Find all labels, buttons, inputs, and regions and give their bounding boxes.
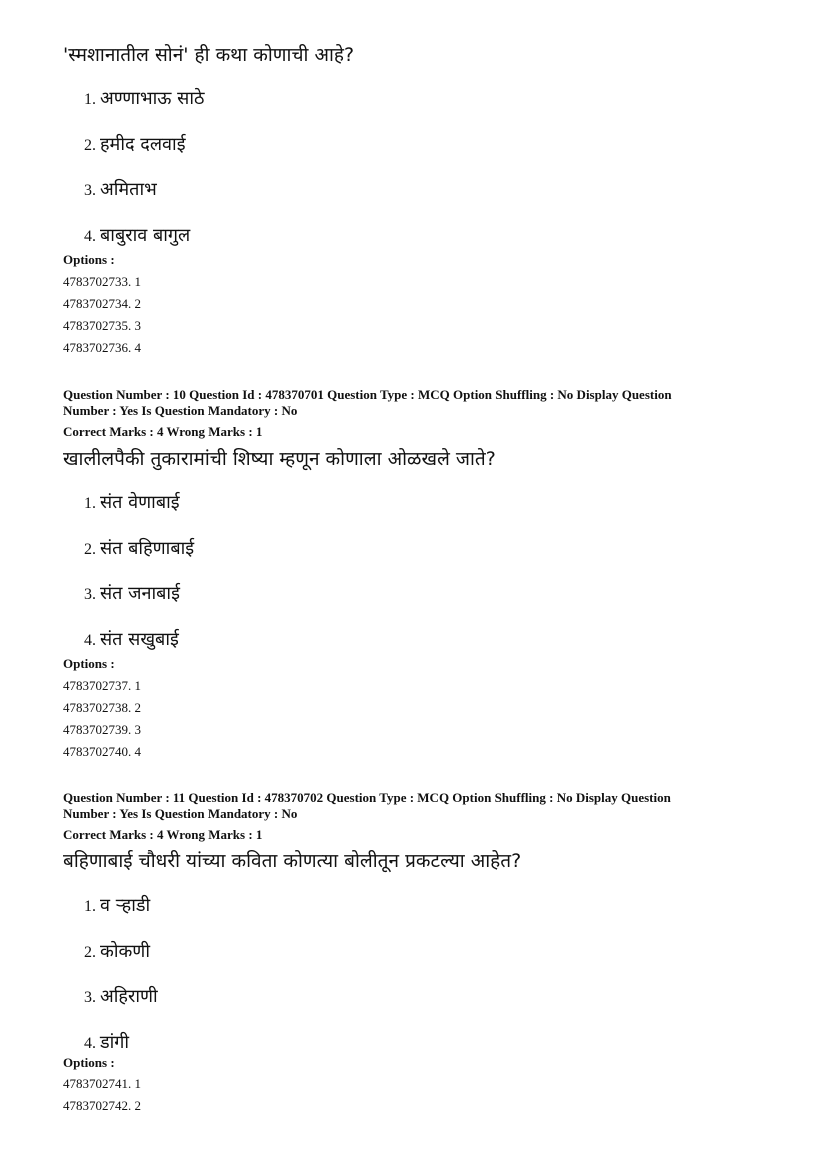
q9-option-id-1: 4783702733. 1 (63, 274, 141, 289)
option-text: संत वेणाबाई (100, 492, 180, 513)
option-text: अमिताभ (100, 179, 157, 200)
q11-option-2 (84, 940, 150, 965)
option-text: अण्णाभाऊ साठे (100, 88, 205, 109)
q11-option-3 (84, 985, 158, 1010)
q10-option-1 (84, 491, 180, 516)
q10-option-3 (84, 582, 180, 607)
q9-option-4 (84, 224, 190, 249)
option-number: 4. (84, 1035, 96, 1052)
q11-option-id-1: 4783702741. 1 (63, 1076, 141, 1091)
option-text: व ऱ्हाडी (100, 895, 151, 916)
q10-option-2 (84, 537, 194, 562)
q9-option-id-3: 4783702735. 3 (63, 318, 141, 333)
q9-option-id-4: 4783702736. 4 (63, 340, 141, 355)
q10-options-label: Options : (63, 656, 115, 671)
q9-option-id-2: 4783702734. 2 (63, 296, 141, 311)
option-text: बाबुराव बागुल (100, 225, 191, 246)
question-11-text: बहिणाबाई चौधरी यांच्या कविता कोणत्या बोलीतून प्रकटल्या आहेत? (63, 850, 522, 872)
option-text: हमीद दलवाई (100, 134, 186, 155)
option-number: 3. (84, 182, 96, 199)
option-number: 4. (84, 632, 96, 649)
q10-marks: Correct Marks : 4 Wrong Marks : 1 (63, 424, 263, 439)
q10-option-id-1: 4783702737. 1 (63, 678, 141, 693)
option-number: 1. (84, 898, 96, 915)
question-10-text: खालीलपैकी तुकारामांची शिष्या म्हणून कोणाला ओळखले जाते? (63, 448, 496, 470)
q9-option-1 (84, 87, 204, 112)
option-number: 2. (84, 944, 96, 961)
q9-option-2 (84, 133, 186, 158)
option-number: 1. (84, 495, 96, 512)
q10-meta-line-1: Question Number : 10 Question Id : 478370701 Question Type : MCQ Option Shuffling : No Display Question (63, 387, 672, 402)
option-text: डांगी (100, 1032, 130, 1053)
q11-option-1 (84, 894, 150, 919)
q10-meta-line-2: Number : Yes Is Question Mandatory : No (63, 403, 298, 418)
option-number: 1. (84, 91, 96, 108)
q10-option-4 (84, 628, 179, 653)
option-number: 3. (84, 989, 96, 1006)
q10-option-id-4: 4783702740. 4 (63, 744, 141, 759)
q11-option-4 (84, 1031, 129, 1056)
option-number: 2. (84, 541, 96, 558)
option-text: संत बहिणाबाई (100, 538, 195, 559)
option-number: 4. (84, 228, 96, 245)
q11-marks: Correct Marks : 4 Wrong Marks : 1 (63, 827, 263, 842)
option-text: संत जनाबाई (100, 583, 180, 604)
q11-meta-line-1: Question Number : 11 Question Id : 478370702 Question Type : MCQ Option Shuffling : No Display Question (63, 790, 671, 805)
option-text: कोकणी (100, 941, 150, 962)
q11-options-label: Options : (63, 1055, 115, 1070)
option-number: 2. (84, 137, 96, 154)
q10-option-id-3: 4783702739. 3 (63, 722, 141, 737)
q11-option-id-2: 4783702742. 2 (63, 1098, 141, 1113)
q10-option-id-2: 4783702738. 2 (63, 700, 141, 715)
q9-options-label: Options : (63, 252, 115, 267)
option-text: संत सखुबाई (100, 629, 179, 650)
q11-meta-line-2: Number : Yes Is Question Mandatory : No (63, 806, 298, 821)
q9-option-3 (84, 178, 157, 203)
question-9-text: 'स्मशानातील सोनं' ही कथा कोणाची आहे? (63, 44, 355, 66)
option-number: 3. (84, 586, 96, 603)
option-text: अहिराणी (100, 986, 158, 1007)
